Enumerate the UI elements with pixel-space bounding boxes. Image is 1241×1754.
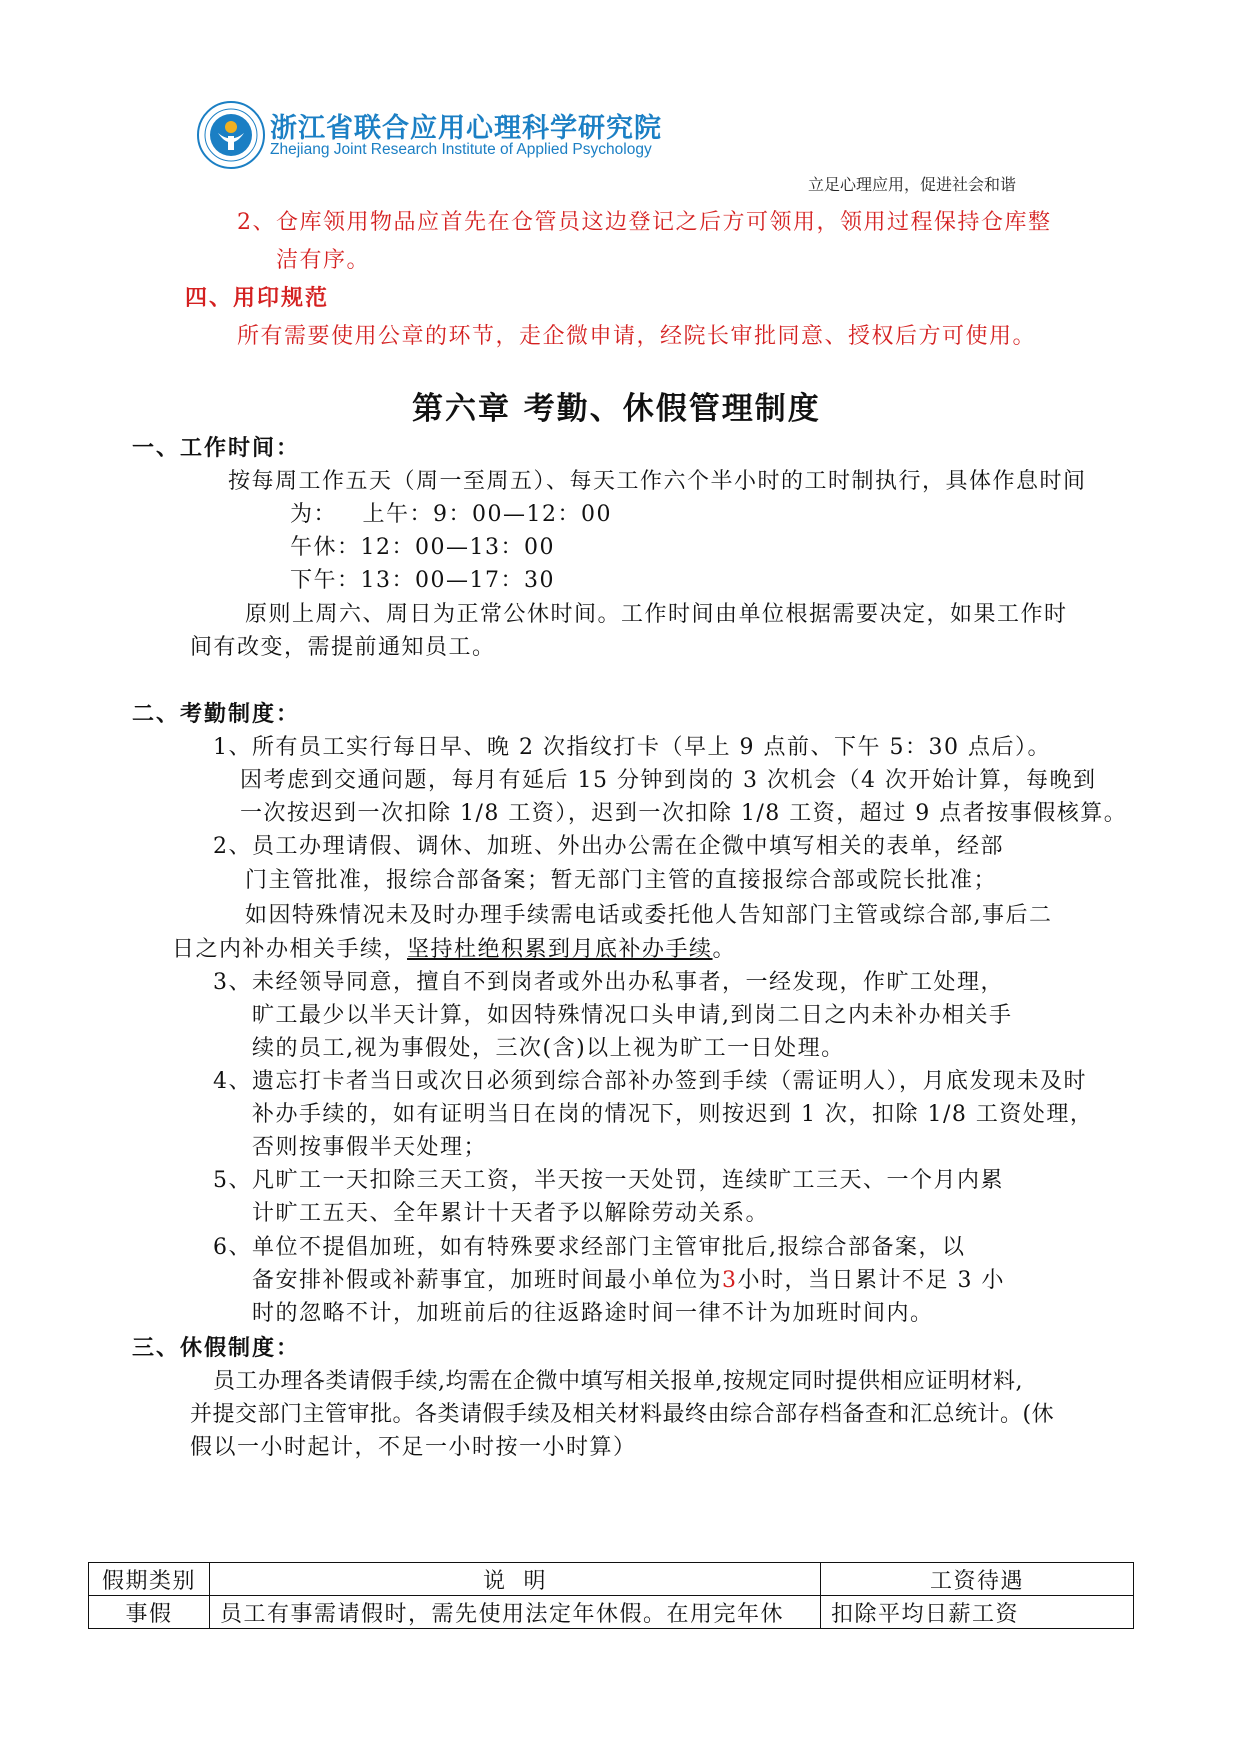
org-name-cn: 浙江省联合应用心理科学研究院: [270, 113, 662, 144]
leave-line2: 并提交部门主管审批。各类请假手续及相关材料最终由综合部存档备查和汇总统计。(休: [190, 1402, 1055, 1427]
table-header-cell: 说 明: [210, 1563, 821, 1596]
work-time-line3: 午休：12：00—13：00: [290, 535, 555, 560]
attendance-rule1-line2: 因考虑到交通问题，每月有延后 15 分钟到岗的 3 次机会（4 次开始计算，每晚到: [240, 768, 1097, 793]
work-time-line6: 间有改变，需提前通知员工。: [190, 635, 496, 660]
attendance-rule4-line1: 4、遗忘打卡者当日或次日必须到综合部补办签到手续（需证明人），月底发现未及时: [213, 1069, 1087, 1094]
logo-emblem: [196, 100, 266, 170]
rule6-line2-end: 小时，当日累计不足 3 小: [737, 1268, 1005, 1293]
rule2-line4-underlined: 坚持杜绝积累到月底补办手续: [407, 937, 713, 962]
attendance-rule4-line2: 补办手续的，如有证明当日在岗的情况下，则按迟到 1 次，扣除 1/8 工资处理，: [252, 1102, 1094, 1127]
work-time-line1: 按每周工作五天（周一至周五）、每天工作六个半小时的工时制执行，具体作息时间: [228, 469, 1087, 494]
table-cell: 扣除平均日薪工资: [821, 1596, 1134, 1629]
org-name-en: Zhejiang Joint Research Institute of Applied Psychology: [270, 141, 652, 158]
rule2-line4-end: 。: [712, 937, 737, 962]
rule6-line2-start: 备安排补假或补薪事宜，加班时间最小单位为: [252, 1268, 723, 1293]
attendance-rule3-line3: 续的员工,视为事假处，三次(含)以上视为旷工一日处理。: [252, 1036, 845, 1061]
seal-heading: 四、用印规范: [185, 285, 330, 311]
attendance-rule5-line2: 计旷工五天、全年累计十天者予以解除劳动关系。: [252, 1201, 770, 1226]
attendance-rule1-line1: 1、所有员工实行每日早、晚 2 次指纹打卡（早上 9 点前、下午 5：30 点后）。: [213, 735, 1051, 760]
leave-heading: 三、休假制度：: [132, 1336, 301, 1361]
table-header-row: [89, 1563, 1134, 1596]
table-row: [89, 1596, 1134, 1629]
table-header-cell: 工资待遇: [821, 1563, 1134, 1596]
attendance-rule6-line2: [252, 1263, 1005, 1294]
warehouse-rule-line2: 洁有序。: [276, 248, 371, 273]
attendance-rule3-line2: 旷工最少以半天计算，如因特殊情况口头申请,到岗二日之内未补办相关手: [252, 1003, 1013, 1028]
attendance-rule1-line3: 一次按迟到一次扣除 1/8 工资），迟到一次扣除 1/8 工资，超过 9 点者按事假核算。: [240, 801, 1128, 826]
leave-table: [88, 1562, 1134, 1629]
leave-line1: 员工办理各类请假手续,均需在企微中填写相关报单,按规定同时提供相应证明材料,: [213, 1369, 1023, 1394]
warehouse-rule-line1: 2、仓库领用物品应首先在仓管员这边登记之后方可领用，领用过程保持仓库整: [237, 210, 1052, 235]
table-header-cell: 假期类别: [89, 1563, 210, 1596]
table-cell: 事假: [89, 1596, 210, 1629]
work-time-line4: 下午：13：00—17：30: [290, 568, 555, 593]
work-time-line5: 原则上周六、周日为正常公休时间。工作时间由单位根据需要决定，如果工作时: [245, 602, 1068, 627]
leave-line3: 假以一小时起计，不足一小时按一小时算）: [190, 1435, 637, 1460]
attendance-rule2-line3: 如因特殊情况未及时办理手续需电话或委托他人告知部门主管或综合部,事后二: [245, 903, 1053, 928]
rule2-line4-start: 日之内补办相关手续，: [172, 937, 408, 962]
work-time-line2: 为： 上午：9：00—12：00: [290, 502, 612, 527]
chapter-title: 第六章 考勤、休假管理制度: [412, 391, 821, 427]
attendance-rule2-line1: 2、员工办理请假、调休、加班、外出办公需在企微中填写相关的表单，经部: [213, 834, 1004, 859]
table-cell: 员工有事需请假时，需先使用法定年休假。在用完年休: [210, 1596, 821, 1629]
seal-rule: 所有需要使用公章的环节，走企微申请，经院长审批同意、授权后方可使用。: [237, 324, 1037, 349]
work-time-heading: 一、工作时间：: [132, 436, 301, 461]
attendance-rule4-line3: 否则按事假半天处理；: [252, 1135, 488, 1160]
attendance-heading: 二、考勤制度：: [132, 702, 301, 727]
attendance-rule6-line1: 6、单位不提倡加班，如有特殊要求经部门主管审批后,报综合部备案，以: [213, 1235, 966, 1260]
attendance-rule3-line1: 3、未经领导同意，擅自不到岗者或外出办私事者，一经发现，作旷工处理，: [213, 970, 1004, 995]
attendance-rule2-line4: [172, 932, 736, 963]
attendance-rule2-line2: 门主管批准，报综合部备案；暂无部门主管的直接报综合部或院长批准；: [245, 868, 998, 893]
slogan: 立足心理应用，促进社会和谐: [808, 175, 1017, 194]
attendance-rule6-line3: 时的忽略不计，加班前后的往返路途时间一律不计为加班时间内。: [252, 1301, 934, 1326]
attendance-rule5-line1: 5、凡旷工一天扣除三天工资，半天按一天处罚，连续旷工三天、一个月内累: [213, 1168, 1004, 1193]
overtime-min-unit: 3: [722, 1268, 738, 1293]
